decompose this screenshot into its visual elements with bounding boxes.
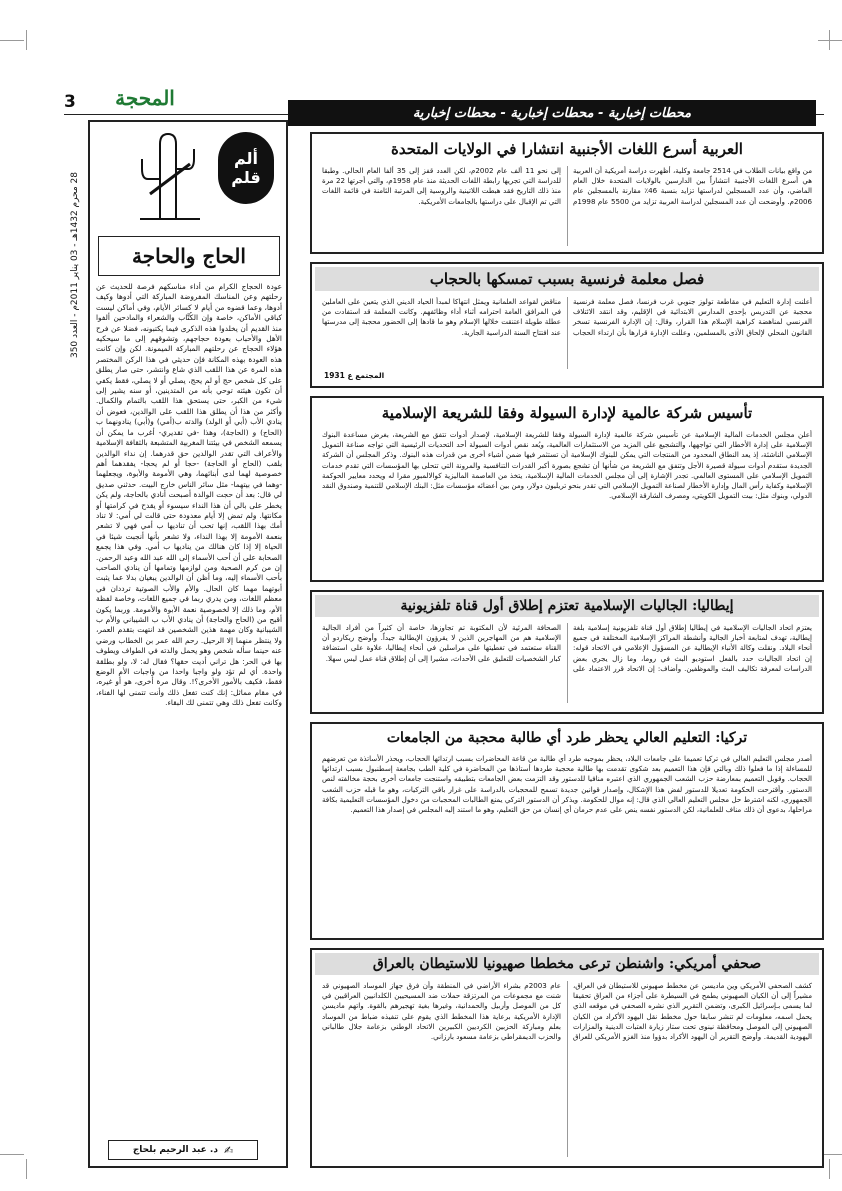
article-body: يعتزم اتحاد الجاليات الإسلامية في إيطاليا إطلاق أول قناة تلفزيونية إسلامية بلغة إيطالية، تهدف لمتابعة أخبار الجالية وأنشطة المراكز الإسلامية المختلفة في جميع أنحاء البلاد. ونقلت وكالة الأنباء الإيطالية عن المسؤول الإعلامي في الاتحاد قوله: إن اتحاد الجاليات حدد بالفعل استوديو البث في روما، وما زال يجري بعض الدراسات لمعرفة تكاليف البث والموظفين. وأضاف: إن الاتحاد قرر الاعتماد على الصحافة المرئية لأن المكتوبة تم تجاوزها، خاصة أن كثيراً من أفراد الجالية الإسلامية هم من المهاجرين الذين لا يقرؤون الإيطالية جيداً. وأوضح ريكاردو أن القناة ستعتمد في تغطيتها على مراسلين في أنحاء إيطاليا، علاوة على استضافة كبار الشخصيات للتعليق على الأحداث، مشيرا إلى أن إطلاق قناة عمل ليس سهلا.: [322, 623, 812, 673]
column-title: الحاج والحاجة: [98, 236, 280, 276]
crop-mark: [0, 40, 24, 55]
article-source: المجتمع ع 1931: [324, 371, 385, 380]
article-body: كشف الصحفي الأمريكي وين ماديسن عن مخطط صهيوني للاستيطان في العراق، مشيراً إلى أن الكيان الصهيوني يطمح في السيطرة على أجزاء من العراق تحقيقا لما يسمى بـإسرائيل الكبرى، وتضمن التقرير الذي نشره الصحفي في موقعه الذي يحمل اسمه، معلومات لم تنشر سابقا حول مخطط نقل اليهود الأكراد من الكيان الصهيوني إلى الموصل ومحافظة نينوى تحت ستار زيارة العتبات الدينية والمزارات اليهودية القديمة. وأوضح التقرير أن اليهود الأكراد بدؤوا منذ الغزو الأمريكي للعراق عام 2003م بشراء الأراضي في المنطقة وأن فرق جهاز الموساد الصهيوني قد شنت مع مجموعات من المرتزقة حملات ضد المسيحيين الكلدانيين العراقيين في كل من الموصل وأربيل والحمدانية، وغيرها بغية تهجيرهم بالقوة. واتهم ماديسن الإدارة الأمريكية برعاية هذا المخطط الذي يقوم على تنفيذه ضباط من الموساد بعلم ومباركة الحزبين الكرديين الكبيرين الاتحاد الوطني بزعامة جلال طالباني والحزب الديمقراطي بزعامة مسعود بارزاني.: [322, 981, 812, 1042]
column-body: عودة الحجاج الكرام من أداء مناسكهم فرصة للحديث عن رحلتهم وعن المناسك المفروضة المباركة التي أدوها وكيف أدوها، وعما قضوه من أيام لا كسائر الأيام، وفي أماكن ليست كباقي الأماكن، خاصة وإن الكُتَّاب والشعراء والمادحين ألفوا منذ القديم أن يخلدوا هذه الذكرى فيما يكتبونه، فضلا عن فرح الأهل والأحباب بعودة حجاجهم، وتشوقهم إلى ما سيحكيه هؤلاء الحجاج عن رحلتهم المباركة الميمونة. لكن وإن كانت هذه العودة بهذه المكانة فإن حديثي في هذا الركن المختصر هذه المرة عن هذا اللقب الذي شاع وانتشر، حتى صار يطلق على كل شخص حج أو لم يحج، يصلي أو لا يصلي، فقط يكفي أن تكون هيئته توحي بأنه من المتدينين، أو سنه يشير إلى شيء من الكبر، حتى يستحق هذا اللقب بالتمام والكمال. وأكثر من هذا أن يطلق هذا اللقب على الوالدين، فعوض أن ينادي الأب (أبي أو الولد) والدته ب(أمي) و(أبي) ينادونهما ب (الحاج) و (الحاجة)، وهذا -في تقديري- أغرب ما يمكن أن يسمعه الشخص في بيئتنا المغربية المتشبعة بالثقافة الإسلامية والأعراف التي تقدر الوالدين حق قدرهما. إن نداء الوالدين بلقب (الحاج أو الحاجة) -حجا أو لم يحجا- يفقدهما أهم خصوصية لهما لدى أبنائهما، وهي الأمومة والأبوة، ويجعلهما -وهما في بيتهما- مثل سائر الناس خارج البيت. حدثني صديق لي قال: بعد أن حجت الوالدة أصبحت أنادي بالحاجة، ولم يكن يخطر على بالي أن هذا النداء سيسوء أو يقدح في كرامتها أو مكانتها. ولم تمض إلا أيام معدودة حتى قالت لي أمي: لا تناد أمك بهذا اللقب، إنها تحب أن تناديها ب أمي فهي لا تشعر بنعمة الأمومة إلا بهذا النداء، ولا تشعر بأنها أنجبت شيئا في الحياة إلا إذا كان هنالك من يناديها ب أمي. وفي هذا يجمع الصحابة على أن أحب الأسماء إلى الله عبد الله وعبد الرحمن. إن من كرم الصحبة ومن لوازمها وتمامها أن ينادي الصاحب بأحب الأسماء إليه، وما أظن أن الوالدين يبغيان بدلا عما يثبت أبوتهما مهما كان الحال. والأم والأب الصوتية ترددان في معظم اللغات، ومن يدري ربما في جميع اللغات، وخاصة لفظة الأم، وما ذلك إلا لخصوصية نعمة الأبوة والأمومة. وربما يكون أقبح من (الحاج والحاجة) أن ينادي الأب ب الشيباني والأم ب الشيبانية وكان مهمة هذين الشخصين قد انتهت بتقدم العمر، ولا ينتظر منهما إلا الرحيل. رحم الله عمر بن الخطاب ورضي عنه حينما سأله شخص وهو يحمل والدته في الطواف ويطوف بها في الحر: هل تراني أديت حقها؟ فقال له: لا، ولو بطلقة واحدة. أي لم تؤد ولو واجبا واحدا من واجبات الأم الوضع فقط، فكيف بالأمور الأخرى؟!. وقال مرة أخرى، هو أو غيره، في مقام مماثل: إنك كنت تفعل ذلك وأنت تتمنى لها الفناء، وكانت تفعل ذلك وهي تتمنى لك البقاء.: [96, 282, 282, 708]
news-banner: [288, 100, 816, 126]
article-title: العربية أسرع اللغات الأجنبية انتشارا في الولايات المتحدة: [391, 140, 743, 158]
column-badge-word2: قلم: [231, 168, 261, 187]
article-title: تركيا: التعليم العالي يحظر طرد أي طالبة محجبة من الجامعات: [386, 730, 748, 746]
page-number: 3: [64, 92, 76, 112]
author-name: د. عبد الرحيم بلحاج: [132, 1145, 218, 1155]
article-body: أصدر مجلس التعليم العالي في تركيا تعميما على جامعات البلاد، يحظر بموجبه طرد أي طالبة من قاعة المحاضرات بسبب ارتدائها الحجاب، ويحذر الأساتذة من تعرضهم للمساءلة إذا ما فعلوا ذلك وبالتي فإن هذا التعميم بعد شكوى تقدمت بها طالبة محجبة طردها أستاذها من المحاضرة في كلية الطب بجامعة إسطنبول بسبب ارتدائها الحجاب. وقوبل التعميم بمعارضة حزب الشعب الجمهوري الذي اعتبره منافيا للدستور وقد التزمت بعض الجامعات بتطبيقه واستنجت جامعات أخرى بحجة مخالفته لنص الدستور. وأقترحت الحكومة تعديلا للدستور لفض هذا الإشكال، وإصدار قوانين جديدة تسمح للمحجبات بالدراسة على غرار باقي التركيات، وهو ما قبله حزب الشعب الجمهوري، لكنه اشترط حل مجلس التعليم العالي الذي قال: إنه موال للحكومة. ويذكر أن الدستور التركي يمنع الطالبات المحجبات من دخول المؤسسات التعليمية بكافة مراحلها، بدعوى أن ذلك مناف للعلمانية، لكن الدستور نفسه ينص على عدم حرمان أي إنسان من حق التعليم، وهو ما استند إليه المجلس في إصدار هذا التعميم.: [322, 754, 812, 815]
cactus-icon: [140, 134, 200, 219]
article-arabic-language: [310, 132, 824, 254]
crop-mark: [0, 1154, 24, 1169]
column-author: [108, 1140, 258, 1160]
article-title: إيطاليا: الجاليات الإسلامية تعتزم إطلاق أول قناة تلفزيونية: [315, 595, 819, 617]
article-islamic-liquidity: [310, 396, 824, 582]
crop-mark: [818, 40, 842, 55]
article-turkey-hijab: [310, 722, 824, 940]
column-badge-word1: ألم: [233, 149, 259, 168]
article-body: أعلن مجلس الخدمات المالية الإسلامية عن تأسيس شركة عالمية لإدارة السيولة وفقا للشريعة الإسلامية، لإصدار أدوات تتفق مع الشريعة، بغرض مساعدة البنوك الإسلامية على إدارة الأخطار التي تواجهها، والتشجيع على المزيد من الاستثمارات العالمية، ويُعد نقص أدوات السيولة أحد التحديات الرئيسية التي تواجه صناعة التمويل الإسلامي الناشئة، إذ يعد النطاق المحدود من المنتجات التي يمكن للبنوك الإسلامية أن تستثمر فيها ضمن أشياء أخرى من قدرات هذه البنوك. وذكر المجلس أن الشركة الجديدة ستقدم أدوات سيولة قصيرة الأجل وتتفق مع الشريعة من شأنها أن تشجع بصورة أكبر القدرات التنافسية والمرونة التي تتحلى بها المؤسسات التي تقدم خدمات التمويل الإسلامي على المستوى العالمي. تجدر الإشارة إلى أن مجلس الخدمات المالية الإسلامية، يتخذ من العاصمة الماليزية كوالالمبور مقرا له ويحدد معايير الحوكمة الإسلامية وكفاية رأس المال وإدارة الأخطار لصناعة التمويل الإسلامي التي تقدر بنحو تريليون دولار، ومن بين أعضائه مؤسسات مثل: البنك الإسلامي للتنمية وصندوق النقد الدولي، وبنوك مثل: بيت التمويل الكويتي، ومصرف الشارقة الإسلامي.: [322, 430, 812, 501]
news-banner-text: محطات إخبارية - محطات إخبارية - محطات إخبارية: [412, 105, 692, 121]
article-title: فصل معلمة فرنسية بسبب تمسكها بالحجاب: [315, 267, 819, 291]
article-italy-channel: [310, 590, 824, 714]
side-date-text: 28 محرم 1432هـ - 03 يناير 2011م - العدد 350: [70, 171, 80, 359]
article-title: صحفي أمريكي: واشنطن ترعى مخططا صهيونيا للاستيطان بالعراق: [315, 953, 819, 975]
article-body: أعلنت إدارة التعليم في مقاطعة تولوز جنوبي غرب فرنسا، فصل معلمة فرنسية محجبة عن التدريس بإحدى المدارس الابتدائية في الإقليم، وقد انتقد الائتلاف الفرنسي لمناهضة كراهية الإسلام هذا القرار، وقال: إن الإدارة الفرنسية تسخر القانون المحلي لإلحاق الأذى بالمسلمين، وعللت الإدارة قرارها بأن ارتداء الحجاب مناقض لقواعد العلمانية ويمثل انتهاكا لمبدأ الحياد الديني الذي يتعين على العاملين في المرافق العامة احترامه أثناء أداء وظائفهم. وكانت المعلمة قد استفادت من عطلة طويلة اعتنقت خلالها الإسلام وهو ما قادها إلى الحضور محجبة إلى مدرستها عند افتتاح السنة الدراسية الجارية.: [322, 297, 812, 337]
section-title: المحجة: [115, 86, 175, 110]
article-french-teacher: [310, 262, 824, 388]
side-date: [66, 150, 84, 380]
article-iraq-settlement: [310, 948, 824, 1168]
pen-icon: ✍: [223, 1143, 234, 1157]
column-badge: [218, 132, 274, 204]
article-body: من واقع بيانات الطلاب في 2514 جامعة وكلية، أظهرت دراسة أمريكية أن العربية هي أسرع اللغات الأجنبية انتشاراً بين الدارسين بالولايات المتحدة خلال العام الماضي، وأن عدد المسجلين لدراستها تزايد بنسبة 46٪ مقارنة بالمسجلين عام 2006م. وأوضحت أن عدد المسجلين لدراسة العربية تزايد من 5500 عام 1998م إلى نحو 11 ألف عام 2002م، لكن العدد قفز إلى 35 ألفا العام الحالي. وطبقا للدراسة التي تجريها رابطة اللغات الحديثة منذ عام 1958م، والتي أجرتها 22 مرة منذ ذلك التاريخ فقد هبطت اللاتينية والروسية إلى المرتبة الثامنة في قائمة اللغات التي تم الإقبال على دراستها بالجامعات الأمريكية.: [322, 166, 812, 206]
article-title: تأسيس شركة عالمية لإدارة السيولة وفقا للشريعة الإسلامية: [381, 404, 753, 422]
